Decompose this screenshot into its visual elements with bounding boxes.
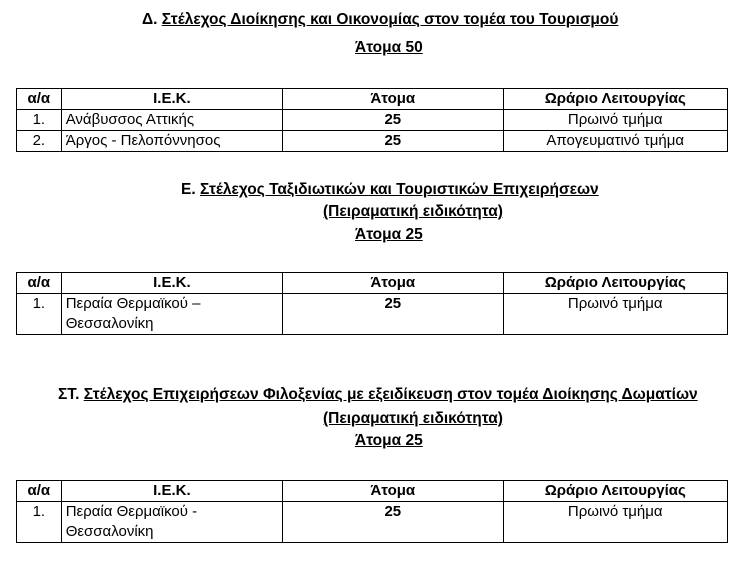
header-atoma: Άτομα [283, 273, 503, 294]
header-atoma: Άτομα [283, 481, 503, 502]
cell-iek-line2: Θεσσαλονίκη [65, 315, 154, 332]
section-st-table [16, 480, 728, 543]
section-d-heading [142, 10, 618, 30]
section-d-subtitle: Άτομα 50 [355, 39, 423, 56]
table-row [17, 294, 728, 335]
cell-orario: Πρωινό τμήμα [503, 502, 727, 543]
cell-iek: Άργος - Πελοπόννησος [61, 131, 282, 152]
section-st-prefix: ΣΤ. [58, 386, 80, 403]
header-iek: Ι.Ε.Κ. [61, 273, 282, 294]
cell-aa: 1. [17, 110, 62, 131]
table-row [17, 131, 728, 152]
cell-aa: 2. [17, 131, 62, 152]
cell-atoma: 25 [283, 131, 503, 152]
section-e-title: Στέλεχος Ταξιδιωτικών και Τουριστικών Επιχειρήσεων [199, 181, 599, 198]
cell-iek [61, 502, 282, 543]
section-e-note: (Πειραματική ειδικότητα) [323, 203, 503, 220]
header-iek: Ι.Ε.Κ. [61, 481, 282, 502]
cell-iek [61, 294, 282, 335]
table-header-row [17, 273, 728, 294]
section-st-title: Στέλεχος Επιχειρήσεων Φιλοξενίας με εξειδίκευση στον τομέα Διοίκησης Δωματίων [83, 386, 698, 403]
section-d-title: Στέλεχος Διοίκησης και Οικονομίας στον τομέα του Τουρισμού [161, 11, 619, 28]
header-aa: α/α [17, 89, 62, 110]
section-st-subtitle: Άτομα 25 [355, 432, 423, 449]
cell-orario: Πρωινό τμήμα [503, 110, 727, 131]
cell-atoma: 25 [283, 110, 503, 131]
header-aa: α/α [17, 273, 62, 294]
section-e-table [16, 272, 728, 335]
cell-atoma: 25 [283, 294, 503, 335]
header-aa: α/α [17, 481, 62, 502]
cell-orario: Πρωινό τμήμα [503, 294, 727, 335]
header-orario: Ωράριο Λειτουργίας [503, 89, 727, 110]
cell-iek-line1: Περαία Θερμαϊκού – [65, 295, 201, 312]
section-e-heading [181, 180, 599, 200]
section-e-prefix: Ε. [181, 181, 196, 198]
table-row [17, 502, 728, 543]
section-d-prefix: Δ. [142, 11, 158, 28]
header-iek: Ι.Ε.Κ. [61, 89, 282, 110]
cell-atoma: 25 [283, 502, 503, 543]
table-header-row [17, 89, 728, 110]
header-orario: Ωράριο Λειτουργίας [503, 273, 727, 294]
cell-iek: Ανάβυσσος Αττικής [61, 110, 282, 131]
header-orario: Ωράριο Λειτουργίας [503, 481, 727, 502]
section-d-table [16, 88, 728, 152]
cell-aa: 1. [17, 294, 62, 335]
cell-iek-line2: Θεσσαλονίκη [65, 523, 154, 540]
table-row [17, 110, 728, 131]
cell-orario: Απογευματινό τμήμα [503, 131, 727, 152]
cell-iek-line1: Περαία Θερμαϊκού - [65, 503, 198, 520]
section-st-note: (Πειραματική ειδικότητα) [323, 410, 503, 427]
section-e-subtitle: Άτομα 25 [355, 226, 423, 243]
section-st-heading [58, 385, 698, 405]
cell-aa: 1. [17, 502, 62, 543]
table-header-row [17, 481, 728, 502]
header-atoma: Άτομα [283, 89, 503, 110]
